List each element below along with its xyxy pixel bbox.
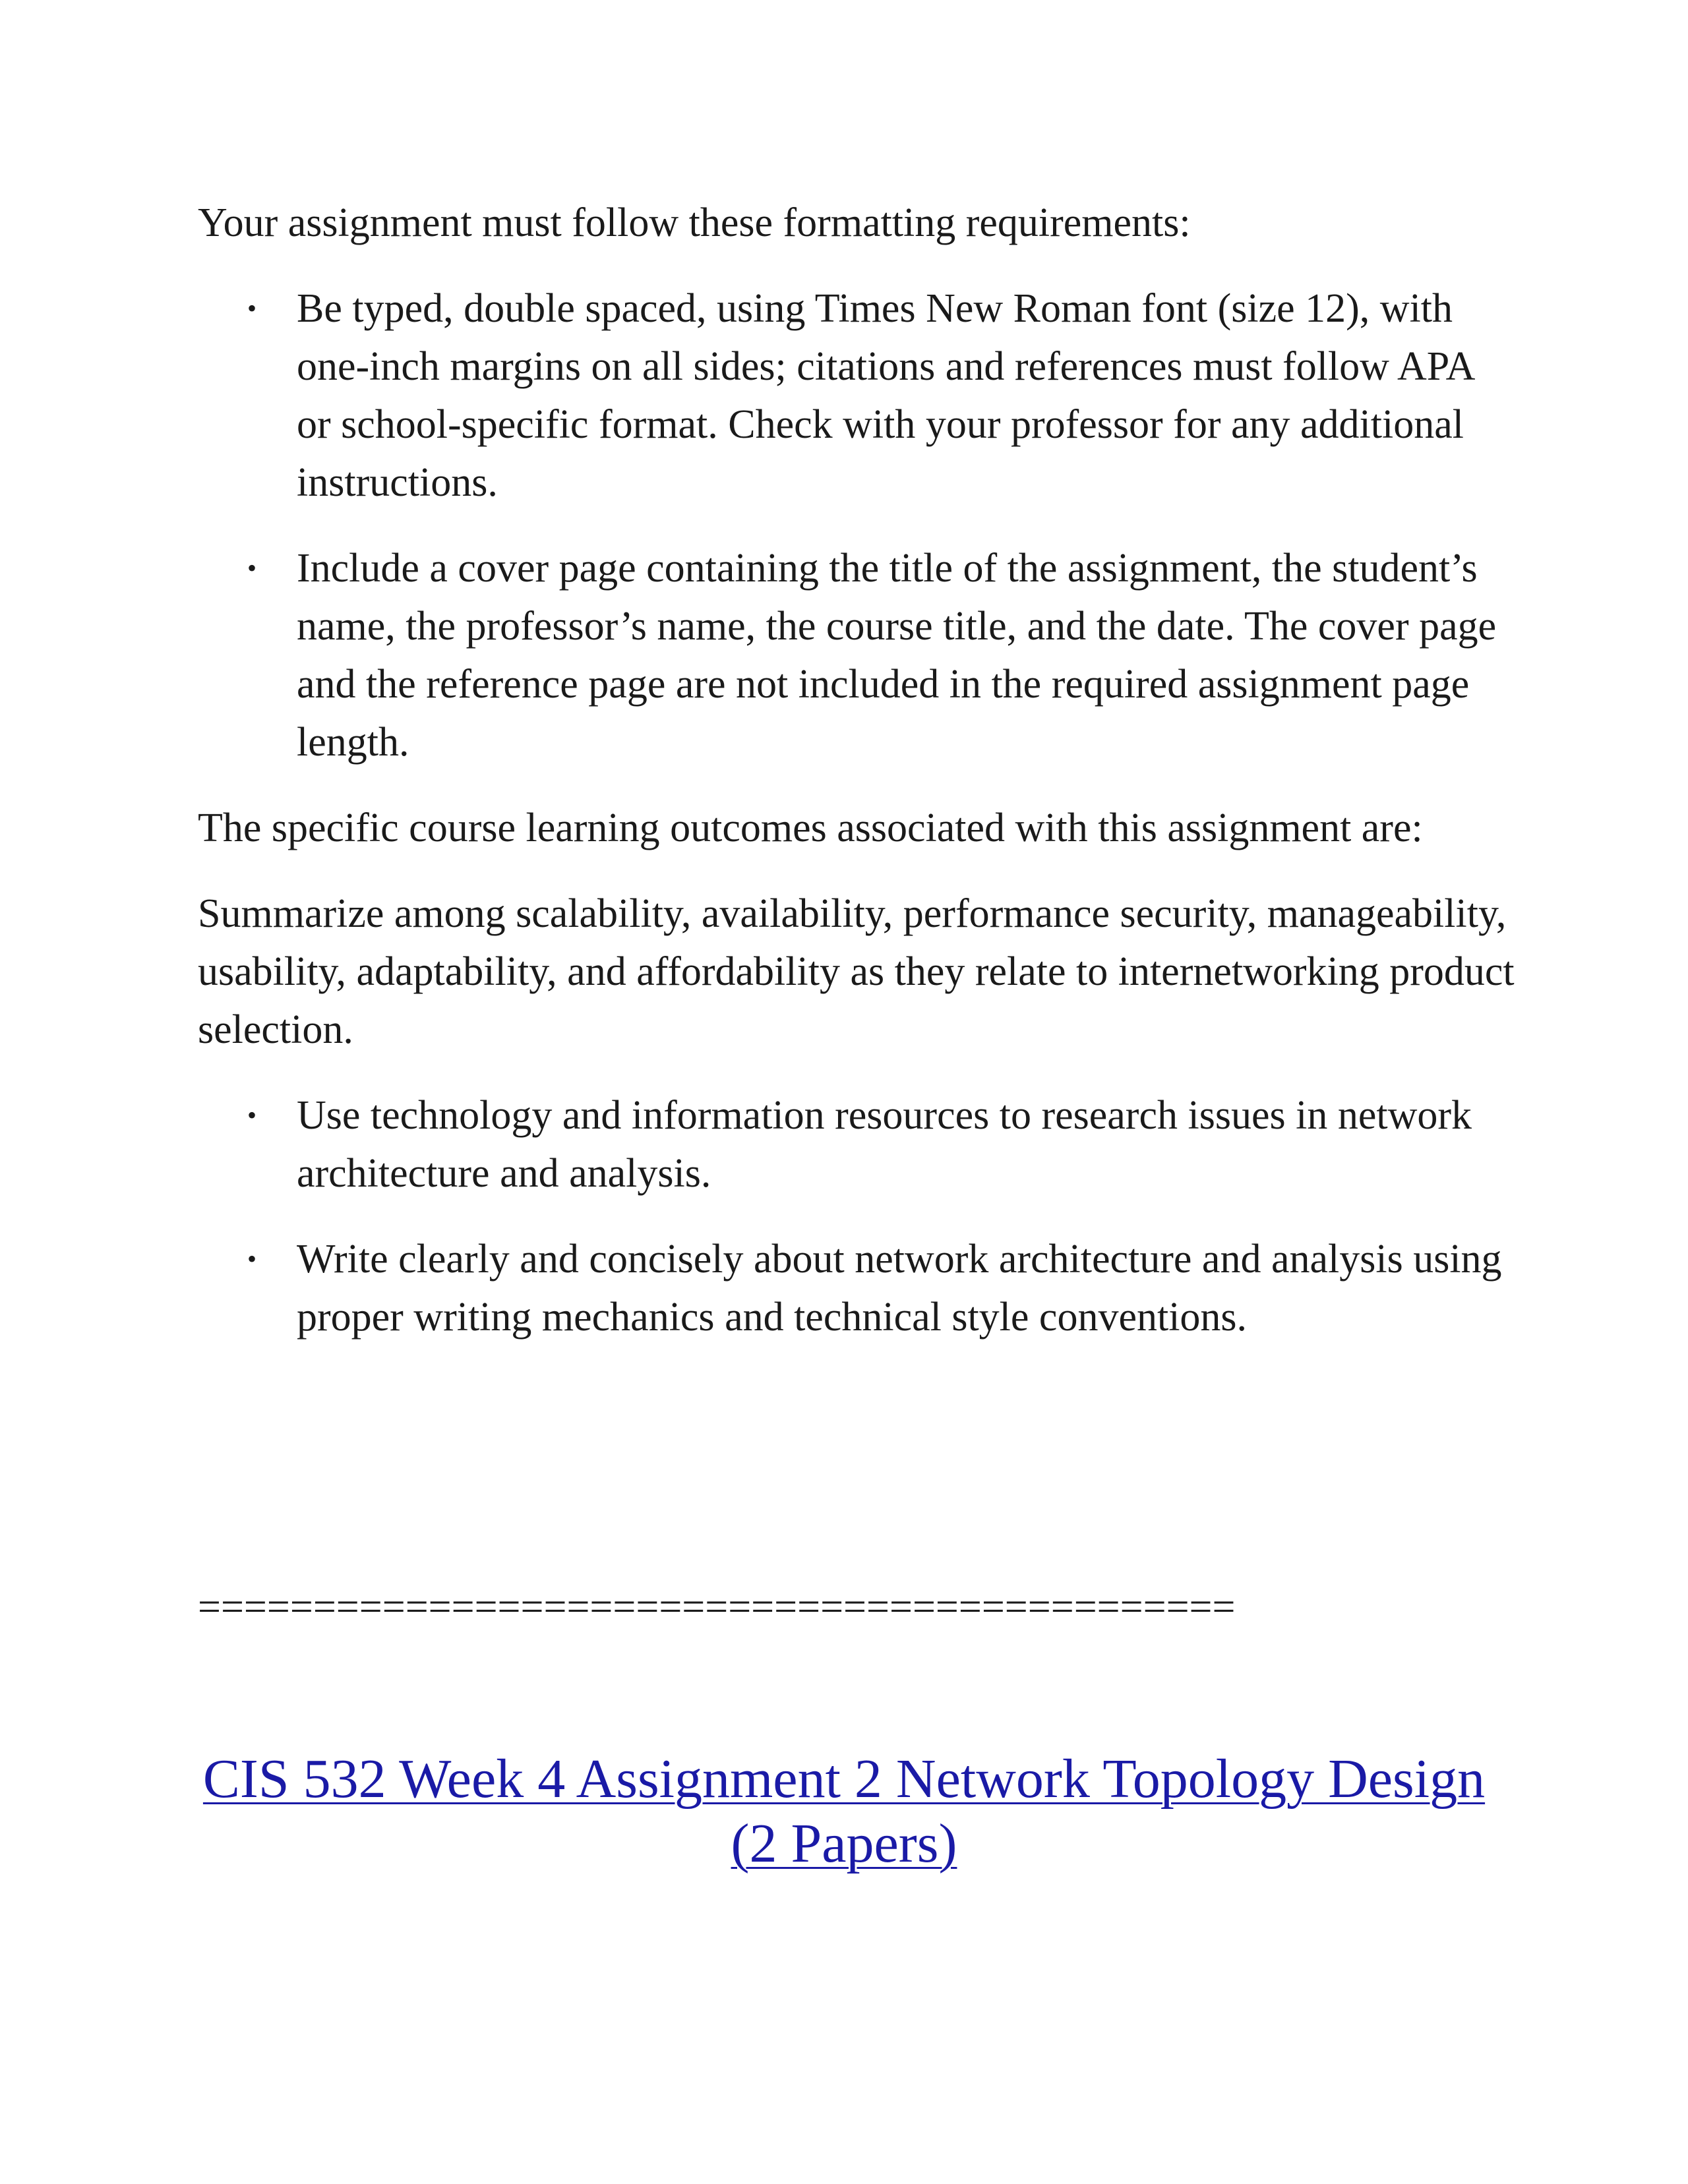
formatting-requirements-list: [198, 280, 1517, 771]
list-item-text: Include a cover page containing the title of the assignment, the student’s name, the professor’s name, the course title, and the date. The cover page and the reference page are not included in the required assignment page length.: [297, 546, 1497, 765]
bullet-icon: •: [247, 553, 257, 583]
list-item: [198, 539, 1517, 771]
formatting-requirements-intro: Your assignment must follow these formatting requirements:: [198, 200, 1191, 245]
next-assignment-link-line1[interactable]: CIS 532 Week 4 Assignment 2 Network Topology Design: [202, 1748, 1486, 1810]
list-item: [198, 1086, 1517, 1202]
list-item: [198, 280, 1517, 512]
learning-outcomes-intro: The specific course learning outcomes associated with this assignment are:: [198, 806, 1423, 850]
document-body: [198, 194, 1517, 1374]
list-item-text: Write clearly and concisely about network architecture and analysis using proper writing mechanics and technical style conventions.: [297, 1237, 1502, 1340]
bullet-icon: •: [247, 293, 257, 323]
list-item: [198, 1230, 1517, 1346]
next-assignment-link-line2[interactable]: (2 Papers): [731, 1813, 957, 1874]
next-assignment-link[interactable]: [198, 1747, 1490, 1876]
list-item-text: Be typed, double spaced, using Times New Roman font (size 12), with one-inch margins on all sides; citations and references must follow APA or school-specific format. Check with your professor for any additional instructions.: [297, 286, 1473, 505]
bullet-icon: •: [247, 1100, 257, 1130]
learning-outcomes-list: [198, 1086, 1517, 1346]
learning-outcome-summary: Summarize among scalability, availability, performance security, manageability, usability, adaptability, and affordability as they relate to internetworking product selection.: [198, 891, 1515, 1052]
bullet-icon: •: [247, 1244, 257, 1274]
section-separator: =============================================: [198, 1585, 1236, 1630]
list-item-text: Use technology and information resources to research issues in network architecture and analysis.: [297, 1093, 1472, 1196]
